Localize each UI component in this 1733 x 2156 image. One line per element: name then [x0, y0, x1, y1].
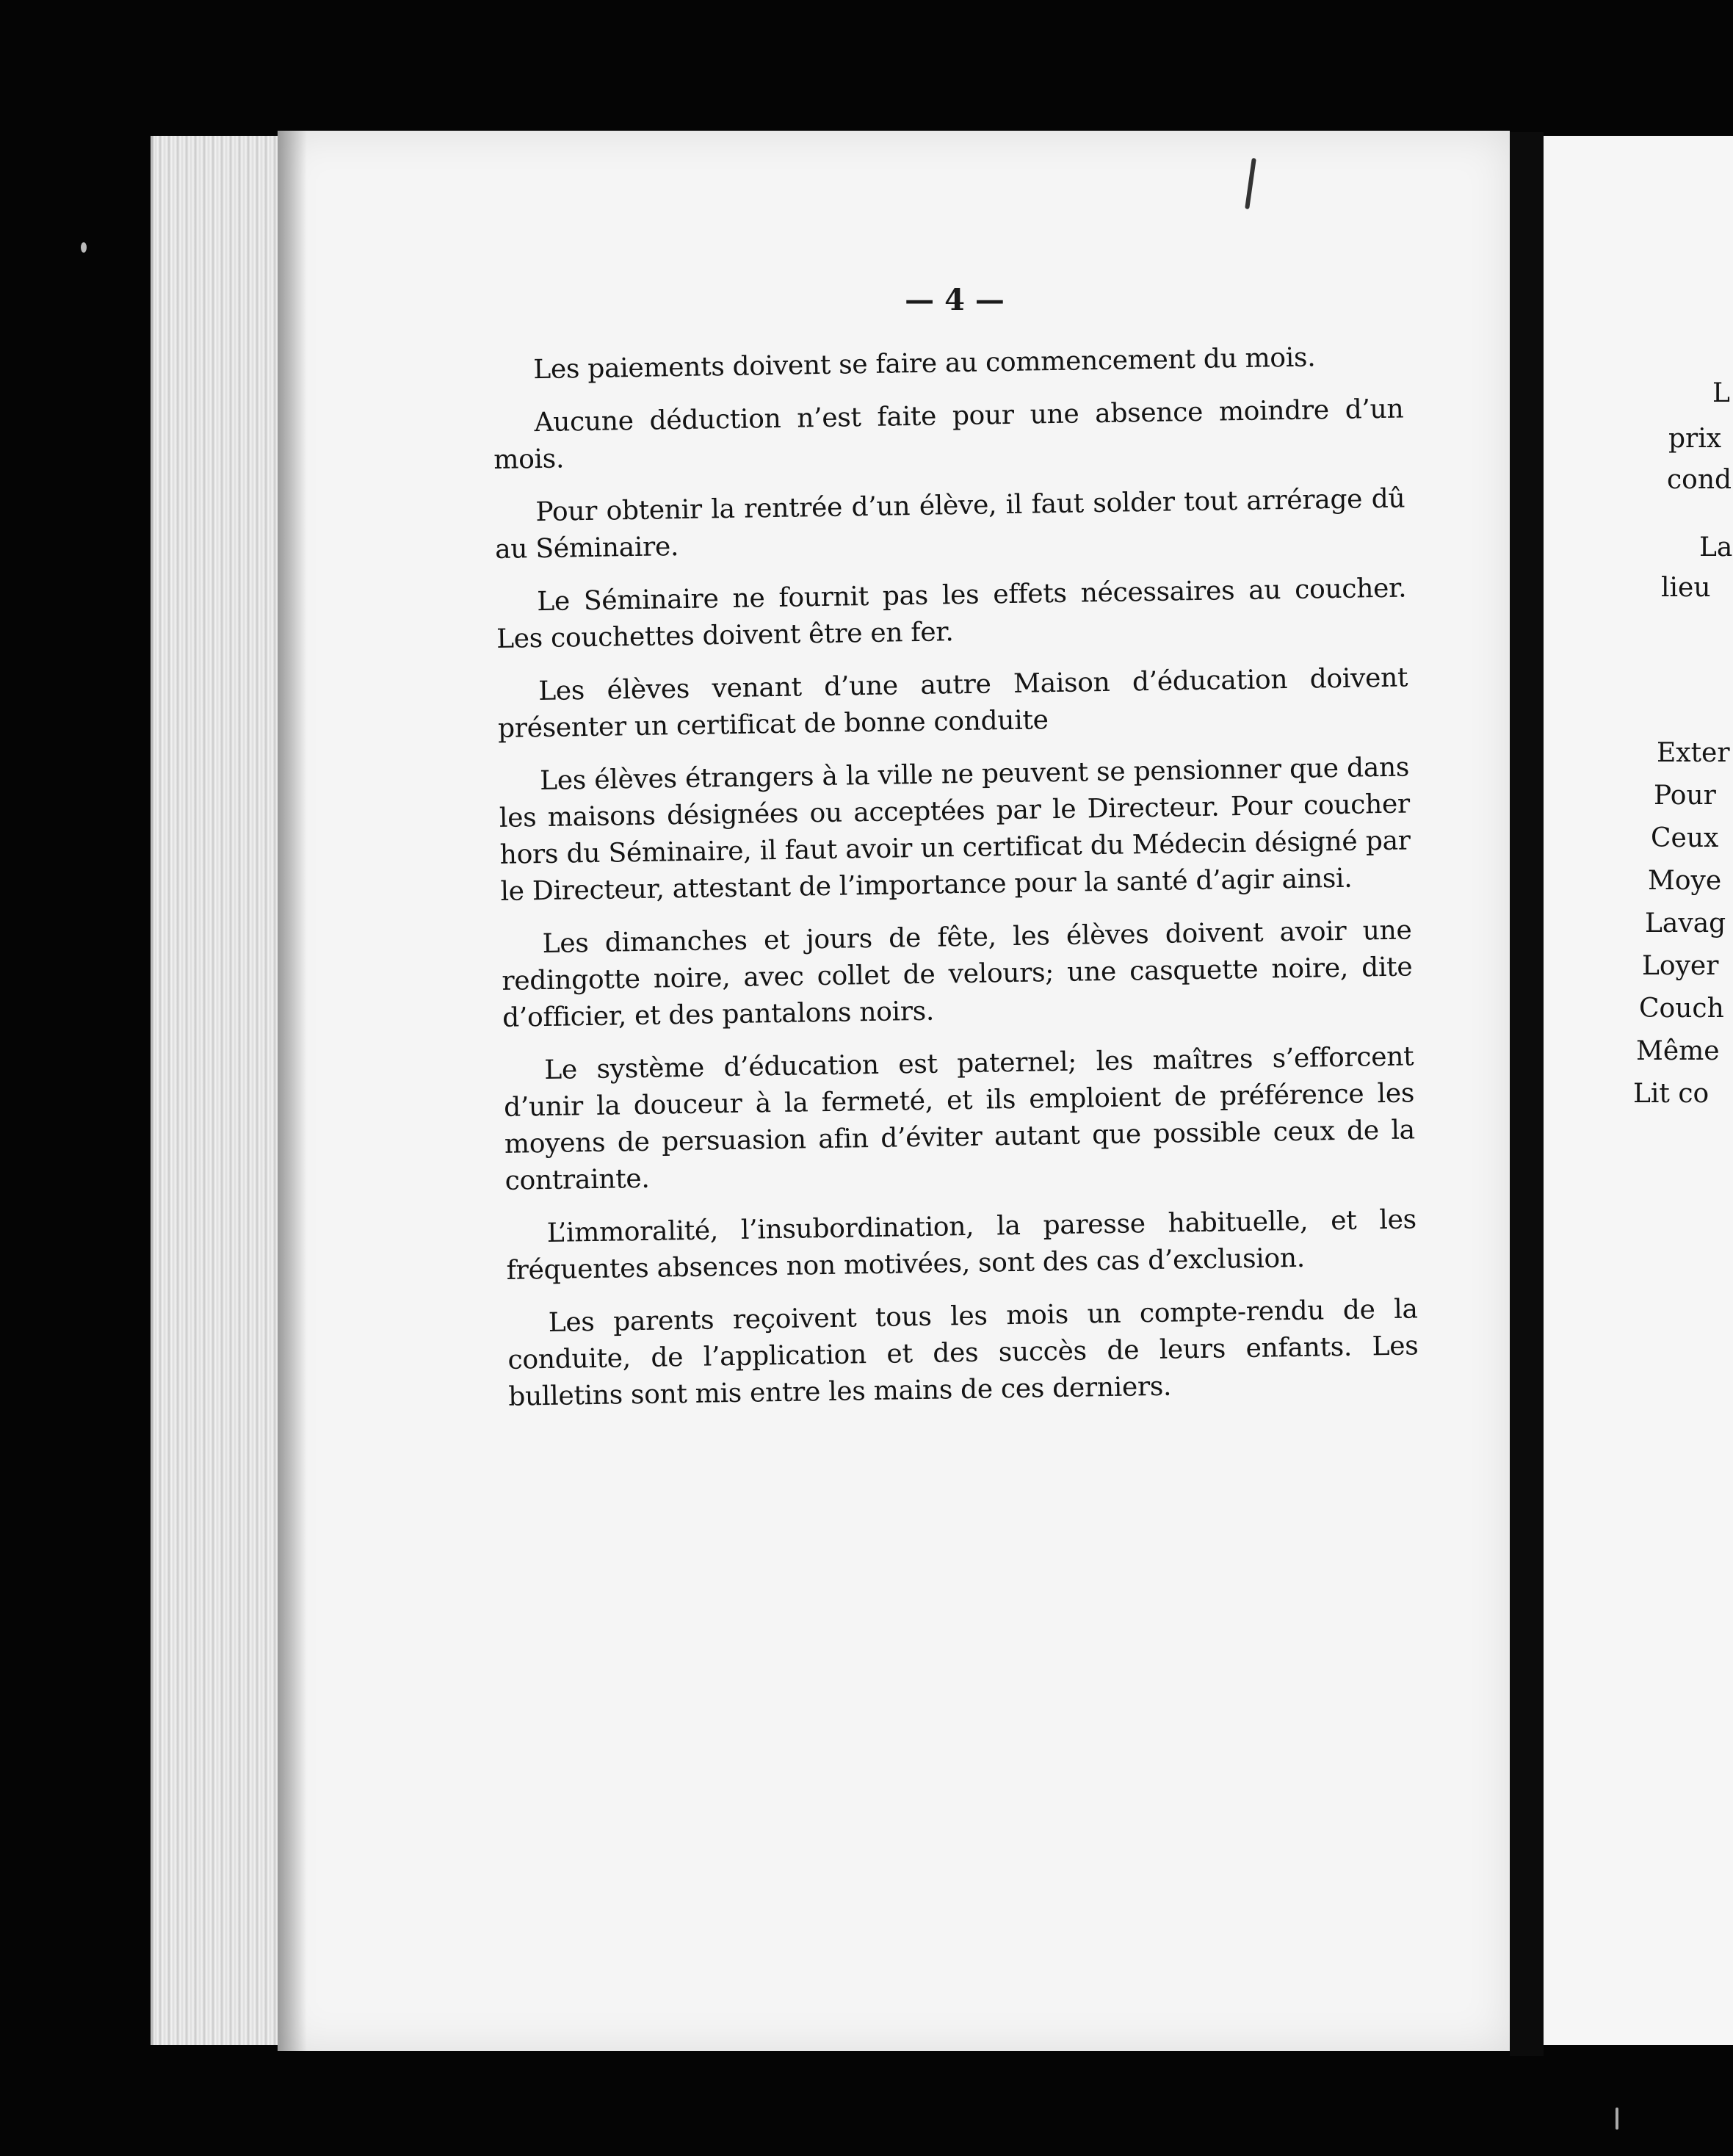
- right-page-line: Exter: [1657, 738, 1730, 768]
- page-body-text: [492, 339, 1419, 1432]
- right-page-line: Lit co: [1633, 1079, 1710, 1109]
- right-page-line: La: [1699, 532, 1733, 562]
- right-page-line: Même: [1636, 1036, 1720, 1066]
- right-page-line: Lavag: [1645, 908, 1726, 938]
- right-page-line: Ceux: [1651, 823, 1719, 853]
- paragraph: Les paiements doivent se faire au commencement du mois.: [533, 342, 1316, 386]
- paragraph: Les élèves venant d’une autre Maison d’éducation doivent présenter un certificat de bonne conduite: [497, 662, 1408, 744]
- right-page: [1544, 136, 1733, 2045]
- paragraph: Les élèves étrangers à la ville ne peuvent se pensionner que dans les maisons désignées ou acceptées par le Directeur. Pour coucher hors du Séminaire, il faut avoir un certificat du Médecin désigné par le Directeur, attestant de l’importance pour la santé d’agir ainsi.: [499, 752, 1411, 907]
- scan-speck: [1616, 2108, 1618, 2130]
- right-page-line: Pour: [1654, 781, 1716, 811]
- paragraph: Le Séminaire ne fournit pas les effets nécessaires au coucher. Les couchettes doivent être en fer.: [496, 573, 1407, 654]
- scan-speck: [81, 242, 87, 253]
- right-page-line: Loyer: [1642, 951, 1719, 981]
- paragraph: Aucune déduction n’est faite pour une absence moindre d’un mois.: [493, 394, 1404, 475]
- right-page-line: L: [1712, 378, 1730, 408]
- page-number: — 4 —: [905, 283, 1005, 317]
- right-page-line: cond: [1667, 465, 1732, 495]
- page-binding-shadow: [278, 131, 307, 2051]
- book-gutter: [1510, 132, 1544, 2056]
- paragraph: L’immoralité, l’insubordination, la paresse habituelle, et les fréquentes absences non motivées, sont des cas d’exclusion.: [506, 1204, 1417, 1286]
- paragraph: Les dimanches et jours de fête, les élèves doivent avoir une redingotte noire, avec collet de velours; une casquette noire, dite d’officier, et des pantalons noirs.: [502, 915, 1413, 1033]
- book-page-edges: [151, 136, 297, 2045]
- right-page-line: Moye: [1648, 866, 1722, 896]
- paragraph: Pour obtenir la rentrée d’un élève, il faut solder tout arrérage dû au Séminaire.: [494, 483, 1405, 565]
- paragraph: Les parents reçoivent tous les mois un compte-rendu de la conduite, de l’application et des succès de leurs enfants. Les bulletins sont mis entre les mains de ces derniers.: [507, 1294, 1419, 1412]
- right-page-line: Couch: [1639, 994, 1724, 1024]
- right-page-line: lieu: [1661, 573, 1711, 603]
- right-page-line: prix: [1668, 424, 1722, 454]
- paragraph: Le système d’éducation est paternel; les maîtres s’efforcent d’unir la douceur à la fermeté, et ils emploient de préférence les moyens de persuasion afin d’éviter autant que possible ceux de la contrainte.: [503, 1041, 1416, 1196]
